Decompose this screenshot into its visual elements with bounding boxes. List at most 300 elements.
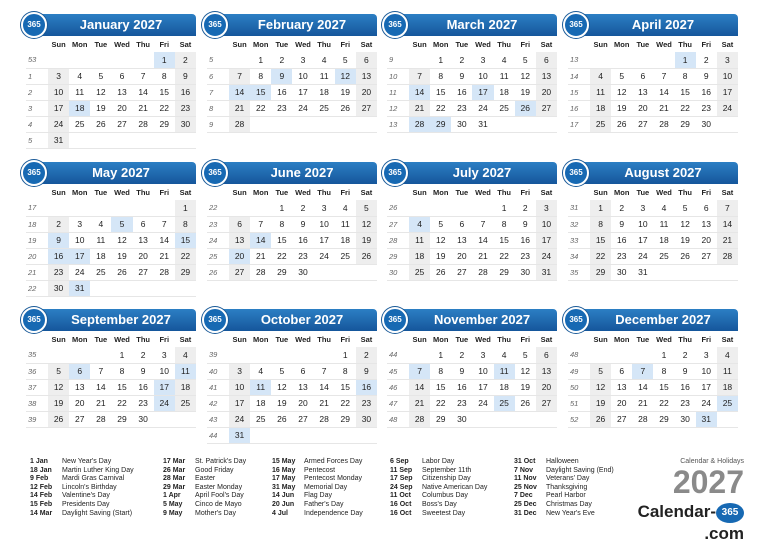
- day-cell: 8: [501, 219, 507, 229]
- holiday-item: [163, 475, 246, 484]
- week-row: [26, 100, 196, 116]
- week-row: [207, 264, 377, 280]
- holiday-date: 25 Dec: [514, 500, 537, 508]
- logo-365-icon: 365: [716, 503, 744, 523]
- holiday-name: Pearl Harbor: [546, 492, 586, 500]
- weekday-header: Mon: [433, 187, 449, 197]
- week-row: [26, 248, 196, 264]
- week-row: [26, 347, 196, 363]
- holiday-item: [30, 510, 134, 519]
- day-cell: 23: [701, 103, 711, 113]
- holiday-item: [272, 501, 363, 510]
- day-cell: 6: [140, 219, 146, 229]
- holiday-name: Mother's Day: [195, 509, 237, 517]
- holiday-day-cell: 14: [250, 232, 271, 248]
- week-number: 38: [28, 398, 37, 408]
- holiday-day-cell: 16: [356, 379, 377, 395]
- day-cell: 28: [638, 414, 648, 424]
- day-cell: 6: [459, 219, 465, 229]
- week-number: 53: [28, 55, 37, 65]
- day-cell: 17: [701, 382, 711, 392]
- holiday-date: 14 Feb: [30, 492, 53, 500]
- week-row: [207, 248, 377, 264]
- day-cell: 9: [459, 366, 465, 376]
- day-cell: 15: [340, 382, 350, 392]
- day-cell: 3: [48, 68, 69, 84]
- day-cell: 12: [117, 235, 127, 245]
- day-cell: 7: [480, 219, 486, 229]
- holiday-date: 16 Oct: [390, 500, 412, 508]
- weekday-header: Fri: [701, 334, 712, 344]
- day-cell: 8: [161, 71, 167, 81]
- day-cell: 10: [298, 71, 308, 81]
- day-cell: 9: [140, 366, 146, 376]
- holiday-date: 17 Sep: [390, 475, 413, 483]
- day-cell: 18: [96, 251, 106, 261]
- 365-badge-icon: 365: [382, 160, 408, 186]
- week-number: 10: [389, 71, 398, 81]
- day-cell: 26: [435, 267, 446, 277]
- weekday-header: Tue: [94, 39, 108, 49]
- day-cell: 23: [356, 395, 377, 411]
- week-number: 2: [28, 87, 33, 97]
- day-cell: 28: [138, 119, 148, 129]
- weekday-header: Wed: [475, 187, 491, 197]
- day-cell: 24: [701, 398, 711, 408]
- day-cell: 22: [277, 251, 287, 261]
- logo-text-left: Calendar-: [637, 502, 716, 521]
- day-cell: 12: [48, 379, 69, 395]
- weekday-header: Wed: [656, 187, 672, 197]
- holiday-item: [272, 458, 363, 467]
- month-october: [207, 309, 377, 444]
- weekday-header: Mon: [253, 39, 269, 49]
- day-cell: 22: [255, 103, 266, 113]
- empty-day-cell: [133, 200, 154, 216]
- day-cell: 19: [340, 87, 350, 97]
- week-number: 28: [389, 235, 398, 245]
- day-cell: 3: [300, 54, 306, 65]
- week-number: 25: [209, 251, 218, 261]
- day-cell: 25: [96, 267, 106, 277]
- holiday-date: 6 Sep: [390, 458, 409, 465]
- empty-day-cell: [175, 280, 196, 296]
- holiday-item: [390, 501, 487, 510]
- month-june: [207, 162, 377, 297]
- empty-day-cell: [48, 200, 69, 216]
- day-cell: 19: [435, 251, 446, 261]
- weekday-header: Thu: [136, 187, 150, 197]
- day-cell: 20: [117, 103, 127, 113]
- holiday-name: Martin Luther King Day: [62, 466, 134, 474]
- day-cell: 15: [435, 382, 446, 392]
- day-cell: 20: [356, 84, 377, 100]
- day-cell: 4: [321, 54, 327, 65]
- holiday-date: 26 Mar: [163, 466, 186, 474]
- day-cell: 22: [435, 398, 446, 408]
- day-cell: 26: [277, 414, 287, 424]
- month-title: February 2027: [257, 17, 347, 32]
- day-cell: 18: [175, 379, 196, 395]
- empty-day-cell: [154, 200, 175, 216]
- empty-day-cell: [314, 427, 335, 443]
- day-cell: 30: [138, 414, 148, 424]
- logo-text-right: .com: [704, 524, 744, 543]
- month-header: [568, 162, 738, 184]
- holiday-item: [30, 475, 134, 484]
- weekday-header: Wed: [656, 39, 672, 49]
- day-cell: 2: [175, 52, 196, 68]
- week-number: 5: [28, 135, 33, 145]
- week-row: [387, 84, 557, 100]
- weekday-header: Sat: [360, 39, 373, 49]
- week-row: [26, 200, 196, 216]
- holiday-name: Sweetest Day: [422, 509, 466, 517]
- weekday-header: Fri: [520, 334, 531, 344]
- week-number: 46: [389, 382, 398, 392]
- day-cell: 20: [536, 84, 557, 100]
- day-cell: 19: [96, 103, 106, 113]
- empty-day-cell: [696, 264, 717, 280]
- day-cell: 31: [478, 119, 488, 129]
- day-cell: 27: [457, 267, 467, 277]
- holiday-item: [272, 510, 363, 519]
- holiday-date: 1 Apr: [163, 492, 181, 500]
- empty-day-cell: [250, 427, 271, 443]
- weekday-header: Tue: [275, 39, 289, 49]
- empty-day-cell: [69, 52, 90, 68]
- month-table: [568, 36, 738, 133]
- holiday-item: [514, 458, 614, 467]
- brand-year: 2027: [672, 464, 744, 500]
- empty-day-cell: [590, 52, 611, 68]
- weekday-header: Mon: [72, 187, 88, 197]
- weekday-header: Wed: [295, 334, 311, 344]
- 365-badge-icon: 365: [563, 307, 589, 333]
- empty-day-cell: [250, 347, 271, 363]
- weekday-header: Fri: [340, 187, 351, 197]
- empty-day-cell: [472, 200, 493, 216]
- week-row: [568, 395, 738, 411]
- holiday-item: [272, 484, 363, 493]
- day-cell: 2: [140, 349, 146, 360]
- day-cell: 27: [138, 267, 148, 277]
- empty-day-cell: [133, 132, 154, 148]
- day-cell: 22: [680, 103, 690, 113]
- weekday-header: Sat: [540, 187, 553, 197]
- 365-badge-icon: 365: [382, 12, 408, 38]
- day-cell: 19: [616, 103, 627, 113]
- week-row: [207, 84, 377, 100]
- day-cell: 24: [478, 103, 488, 113]
- week-row: [568, 68, 738, 84]
- day-cell: 25: [74, 119, 85, 129]
- week-row: [568, 216, 738, 232]
- day-cell: 20: [298, 398, 308, 408]
- weekday-header: Thu: [678, 334, 692, 344]
- day-cell: 2: [459, 54, 465, 65]
- holiday-day-cell: 25: [717, 395, 738, 411]
- day-cell: 10: [159, 366, 169, 376]
- day-cell: 25: [409, 264, 430, 280]
- day-cell: 16: [277, 87, 287, 97]
- day-cell: 17: [717, 84, 738, 100]
- day-cell: 9: [356, 363, 377, 379]
- holiday-item: [390, 475, 487, 484]
- week-number: 47: [389, 398, 398, 408]
- empty-day-cell: [90, 132, 111, 148]
- weekday-header: Tue: [275, 334, 289, 344]
- week-row: [26, 232, 196, 248]
- holiday-day-cell: 20: [229, 248, 250, 264]
- week-number: 48: [570, 350, 579, 360]
- holiday-list: [30, 458, 630, 538]
- day-cell: 23: [457, 398, 467, 408]
- holiday-date: 25 Nov: [514, 483, 537, 491]
- day-cell: 5: [279, 366, 285, 376]
- day-cell: 13: [701, 219, 711, 229]
- week-number-header: [387, 331, 409, 347]
- week-number: 35: [570, 267, 579, 277]
- day-cell: 29: [659, 414, 669, 424]
- month-september: [26, 309, 196, 444]
- day-cell: 29: [117, 414, 127, 424]
- day-cell: 23: [680, 398, 690, 408]
- weekday-header: Mon: [72, 334, 88, 344]
- day-cell: 6: [619, 366, 625, 376]
- day-cell: 2: [682, 349, 688, 360]
- empty-day-cell: [229, 200, 250, 216]
- holiday-day-cell: 25: [494, 395, 515, 411]
- weekday-header: Wed: [295, 39, 311, 49]
- day-cell: 11: [499, 71, 509, 81]
- week-number: 27: [389, 219, 398, 229]
- day-cell: 7: [229, 68, 250, 84]
- day-cell: 10: [701, 366, 711, 376]
- day-cell: 22: [499, 251, 509, 261]
- week-row: [568, 100, 738, 116]
- day-cell: 19: [520, 382, 530, 392]
- month-header: [387, 162, 557, 184]
- weekday-header: Mon: [72, 39, 88, 49]
- day-cell: 16: [457, 382, 467, 392]
- day-cell: 14: [638, 382, 648, 392]
- week-row: [207, 411, 377, 427]
- day-cell: 8: [661, 366, 667, 376]
- empty-day-cell: [90, 280, 111, 296]
- day-cell: 8: [258, 71, 264, 81]
- day-cell: 19: [356, 232, 377, 248]
- day-cell: 8: [438, 71, 444, 81]
- brand-logo[interactable]: [604, 501, 744, 543]
- day-cell: 17: [319, 235, 329, 245]
- holiday-day-cell: 7: [632, 363, 653, 379]
- day-cell: 21: [159, 251, 169, 261]
- week-row: [207, 68, 377, 84]
- day-cell: 7: [98, 366, 104, 376]
- day-cell: 21: [319, 398, 329, 408]
- holiday-column: [272, 458, 363, 518]
- week-row: [568, 411, 738, 427]
- day-cell: 30: [356, 411, 377, 427]
- holiday-day-cell: 24: [154, 395, 175, 411]
- week-number: 3: [28, 103, 33, 113]
- holiday-day-cell: 14: [229, 84, 250, 100]
- day-cell: 30: [298, 267, 308, 277]
- day-cell: 4: [98, 219, 104, 229]
- month-table: [26, 36, 196, 149]
- day-cell: 10: [48, 84, 69, 100]
- empty-day-cell: [154, 411, 175, 427]
- month-title: March 2027: [446, 17, 518, 32]
- empty-day-cell: [356, 116, 377, 132]
- day-cell: 13: [74, 382, 85, 392]
- week-number-header: [568, 36, 590, 52]
- week-number: 40: [209, 366, 218, 376]
- day-cell: 7: [717, 200, 738, 216]
- empty-day-cell: [632, 347, 653, 363]
- weekday-header: Sun: [232, 334, 247, 344]
- week-number: 13: [570, 55, 579, 65]
- day-cell: 2: [48, 216, 69, 232]
- day-cell: 3: [640, 202, 646, 213]
- day-cell: 6: [536, 52, 557, 68]
- week-number-header: [26, 184, 48, 200]
- weekday-header: Sun: [412, 187, 427, 197]
- empty-day-cell: [675, 264, 696, 280]
- day-cell: 25: [590, 116, 611, 132]
- weekday-header: Sun: [412, 39, 427, 49]
- holiday-name: Lincoln's Birthday: [62, 483, 117, 491]
- empty-day-cell: [111, 280, 132, 296]
- day-cell: 2: [619, 202, 625, 213]
- day-cell: 9: [682, 366, 688, 376]
- day-cell: 26: [340, 103, 350, 113]
- day-cell: 27: [229, 264, 250, 280]
- weekday-header: Tue: [275, 187, 289, 197]
- month-header: [207, 14, 377, 36]
- weekday-header: Wed: [114, 187, 130, 197]
- day-cell: 8: [119, 366, 125, 376]
- holiday-item: [390, 458, 487, 467]
- holiday-date: 31 Dec: [514, 509, 537, 517]
- day-cell: 3: [229, 363, 250, 379]
- 365-badge-icon: 365: [563, 12, 589, 38]
- weekday-header: Fri: [520, 39, 531, 49]
- holiday-name: Good Friday: [195, 466, 234, 474]
- day-cell: 18: [590, 100, 611, 116]
- week-row: [568, 84, 738, 100]
- week-row: [26, 216, 196, 232]
- week-row: [568, 52, 738, 68]
- holiday-name: September 11th: [422, 466, 472, 474]
- day-cell: 25: [659, 251, 669, 261]
- weekday-header: Mon: [253, 334, 269, 344]
- day-cell: 10: [717, 68, 738, 84]
- empty-day-cell: [229, 52, 250, 68]
- day-cell: 23: [175, 100, 196, 116]
- holiday-item: [30, 458, 134, 467]
- day-cell: 1: [175, 200, 196, 216]
- month-title: January 2027: [79, 17, 163, 32]
- day-cell: 15: [159, 87, 169, 97]
- week-number: 44: [209, 430, 218, 440]
- empty-day-cell: [494, 116, 515, 132]
- week-number-header: [568, 331, 590, 347]
- day-cell: 14: [478, 235, 488, 245]
- week-number: 37: [28, 382, 37, 392]
- day-cell: 26: [590, 411, 611, 427]
- day-cell: 2: [300, 202, 306, 213]
- day-cell: 27: [356, 100, 377, 116]
- holiday-item: [163, 492, 246, 501]
- week-number: 49: [570, 366, 579, 376]
- holiday-date: 1 Jan: [30, 458, 48, 465]
- weekday-header: Thu: [678, 187, 692, 197]
- weekday-header: Tue: [455, 187, 469, 197]
- empty-day-cell: [356, 427, 377, 443]
- day-cell: 27: [536, 100, 557, 116]
- holiday-name: Native American Day: [422, 483, 488, 491]
- month-table: [387, 184, 557, 281]
- weekday-header: Sat: [721, 334, 734, 344]
- day-cell: 23: [48, 264, 69, 280]
- week-row: [26, 68, 196, 84]
- day-cell: 8: [590, 216, 611, 232]
- weekday-header: Sun: [51, 334, 66, 344]
- day-cell: 13: [229, 232, 250, 248]
- day-cell: 16: [616, 235, 627, 245]
- day-cell: 7: [258, 219, 264, 229]
- holiday-date: 14 Jun: [272, 492, 295, 500]
- holiday-name: Easter: [195, 475, 216, 483]
- day-cell: 30: [457, 119, 467, 129]
- week-number: 7: [209, 87, 214, 97]
- week-number: 35: [28, 350, 37, 360]
- weekday-header: Sat: [179, 187, 192, 197]
- day-cell: 21: [478, 251, 488, 261]
- day-cell: 28: [478, 267, 488, 277]
- weekday-header: Mon: [253, 187, 269, 197]
- day-cell: 10: [478, 366, 488, 376]
- week-number: 33: [570, 235, 579, 245]
- holiday-day-cell: 17: [154, 379, 175, 395]
- day-cell: 6: [536, 347, 557, 363]
- day-cell: 9: [703, 71, 709, 81]
- week-number: 13: [389, 119, 398, 129]
- month-title: December 2027: [615, 312, 711, 327]
- day-cell: 2: [356, 347, 377, 363]
- day-cell: 29: [435, 414, 446, 424]
- empty-day-cell: [111, 200, 132, 216]
- day-cell: 18: [717, 379, 738, 395]
- holiday-date: 17 Mar: [163, 458, 186, 465]
- week-number: 4: [28, 119, 33, 129]
- day-cell: 1: [342, 349, 348, 360]
- week-number-header: [207, 36, 229, 52]
- day-cell: 17: [229, 395, 250, 411]
- holiday-column: [30, 458, 134, 518]
- day-cell: 27: [701, 251, 711, 261]
- day-cell: 1: [438, 54, 444, 65]
- week-row: [207, 363, 377, 379]
- day-cell: 12: [356, 216, 377, 232]
- month-title: August 2027: [624, 165, 702, 180]
- holiday-item: [30, 484, 134, 493]
- weekday-header: Sun: [593, 187, 608, 197]
- holiday-name: Columbus Day: [422, 492, 468, 500]
- day-cell: 14: [319, 382, 329, 392]
